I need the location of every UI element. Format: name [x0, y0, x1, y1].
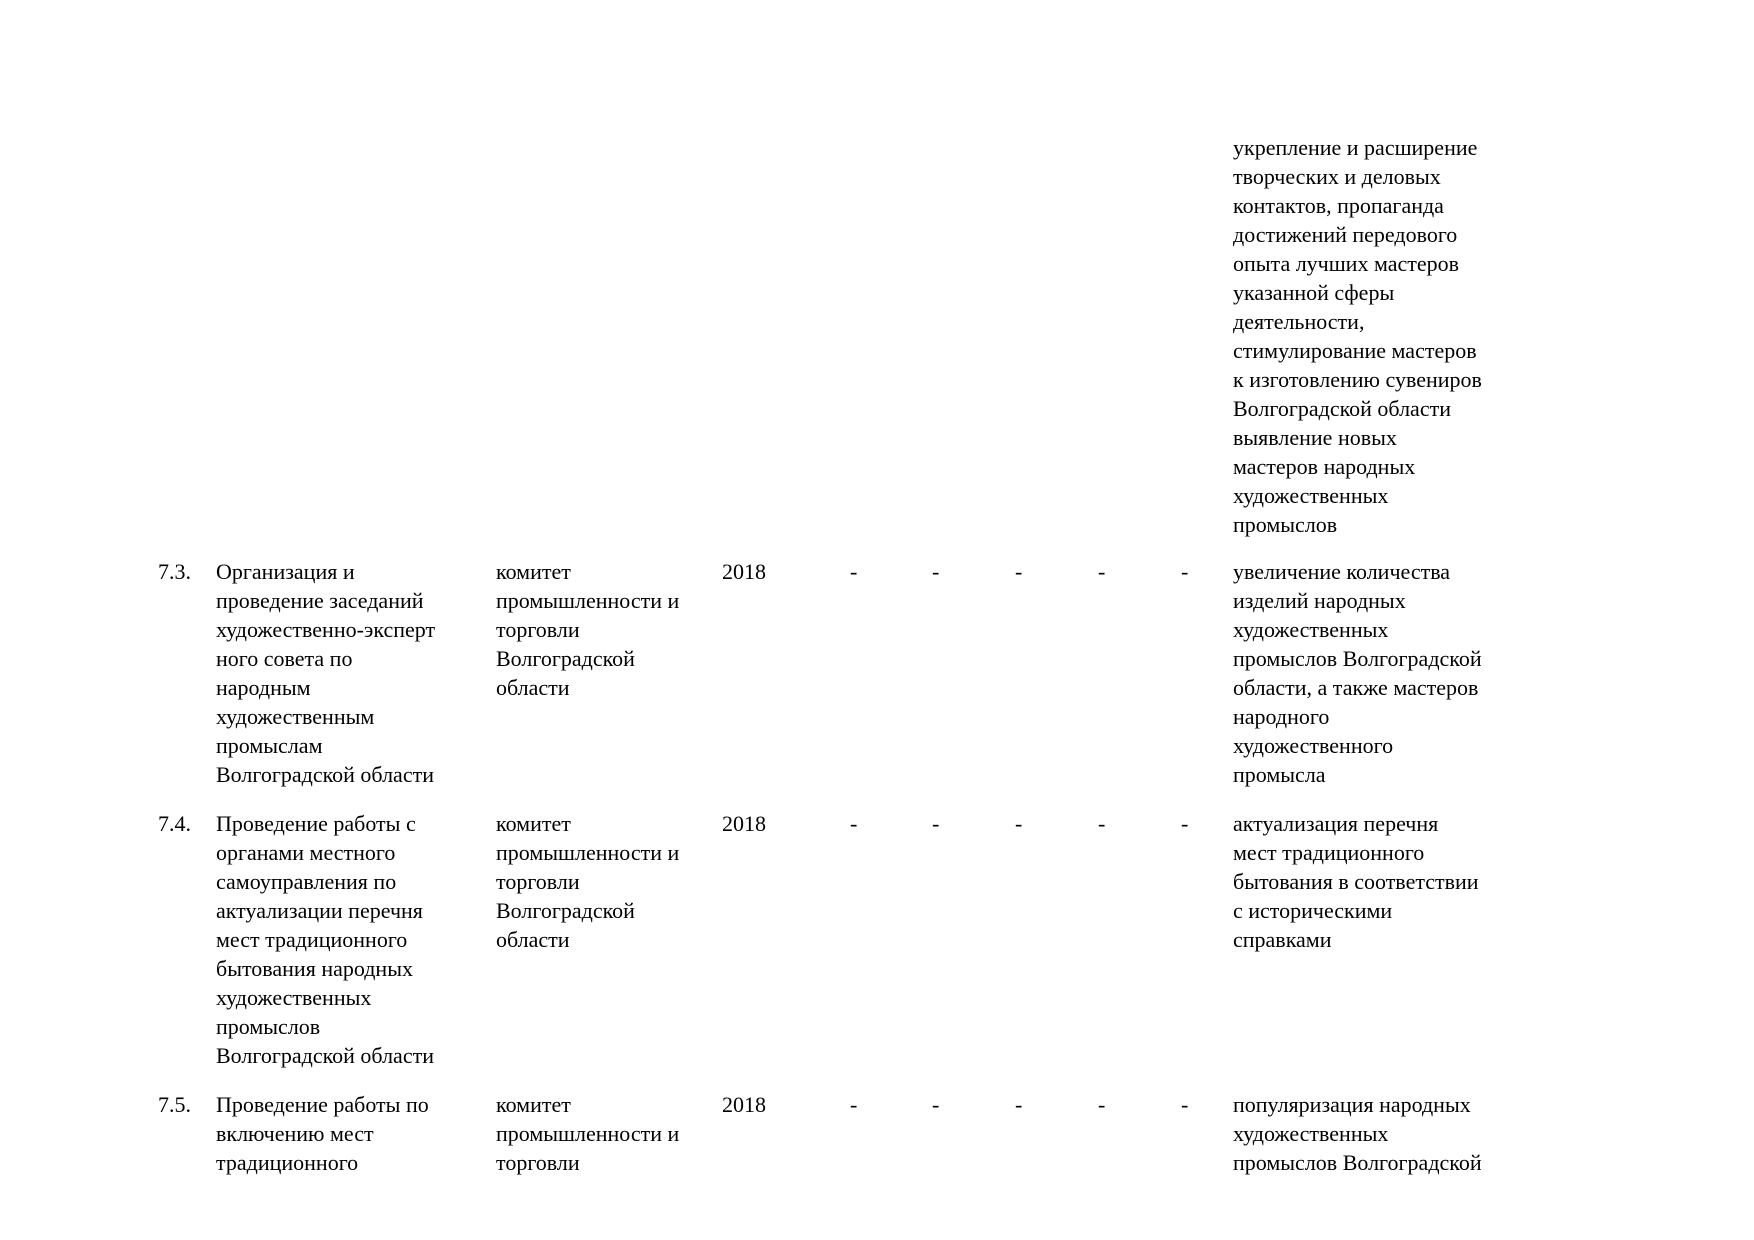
funding-value: -: [932, 811, 940, 836]
funding-value: -: [850, 811, 858, 836]
activity-name: Проведение работы по включению мест традиционного: [216, 1092, 429, 1175]
funding-value: -: [932, 1092, 940, 1117]
row-number: 7.3.: [158, 559, 191, 584]
funding-value: -: [932, 559, 940, 584]
funding-value: -: [1181, 811, 1189, 836]
activity-name: Организация и проведение заседаний художественно-эксперт ного совета по народным художественным промыслам Волгоградской области: [216, 559, 436, 787]
row-number: 7.4.: [158, 811, 191, 836]
executor: комитет промышленности и торговли: [496, 1092, 680, 1175]
funding-value: -: [1015, 811, 1023, 836]
year: 2018: [722, 559, 766, 584]
year: 2018: [722, 1092, 766, 1117]
expected-result: популяризация народных художественных промыслов Волгоградской: [1233, 1092, 1482, 1175]
funding-value: -: [1098, 559, 1106, 584]
executor: комитет промышленности и торговли Волгоградской области: [496, 559, 680, 700]
row-number: 7.5.: [158, 1092, 191, 1117]
funding-value: -: [1181, 559, 1189, 584]
activity-name: Проведение работы с органами местного самоуправления по актуализации перечня мест традиционного бытования народных художественных промыслов Волгоградской области: [216, 811, 434, 1068]
expected-result: актуализация перечня мест традиционного бытования в соответствии с историческими справками: [1233, 811, 1479, 952]
continuation-result-text: укрепление и расширение творческих и деловых контактов, пропаганда достижений передового опыта лучших мастеров указанной сферы деятельности, стимулирование мастеров к изготовлению сувениров Волгоградской области выявление новых мастеров народных художественных промыслов: [1233, 135, 1482, 537]
funding-value: -: [1181, 1092, 1189, 1117]
year: 2018: [722, 811, 766, 836]
expected-result: увеличение количества изделий народных художественных промыслов Волгоградской области, а также мастеров народного художественного промысла: [1233, 559, 1482, 787]
funding-value: -: [850, 559, 858, 584]
funding-value: -: [1098, 1092, 1106, 1117]
funding-value: -: [1098, 811, 1106, 836]
funding-value: -: [1015, 559, 1023, 584]
funding-value: -: [850, 1092, 858, 1117]
executor: комитет промышленности и торговли Волгоградской области: [496, 811, 680, 952]
funding-value: -: [1015, 1092, 1023, 1117]
